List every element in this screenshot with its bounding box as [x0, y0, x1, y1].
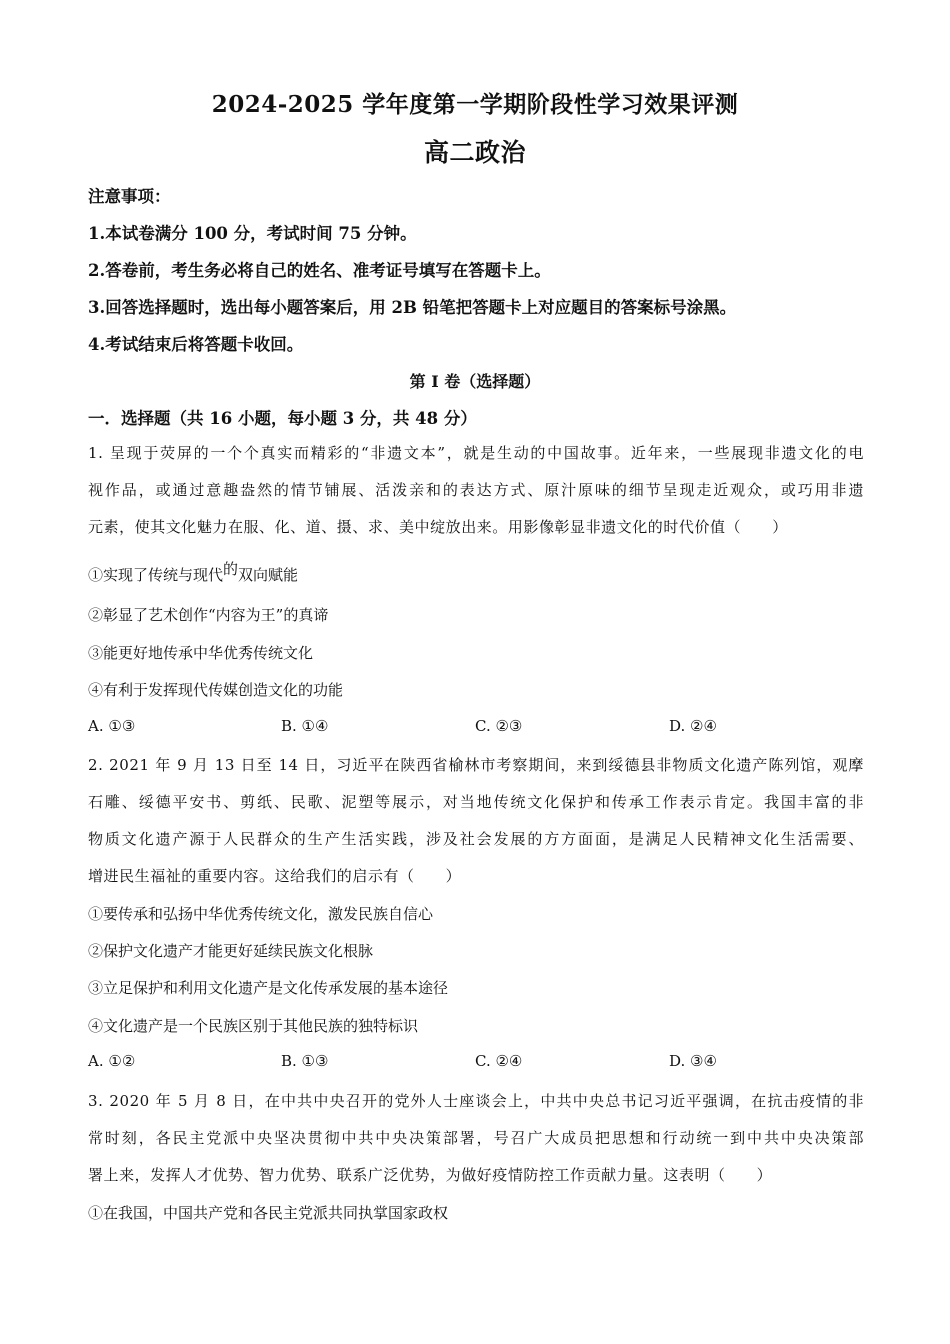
exam-title: 2024-2025 学年度第一学期阶段性学习效果评测: [211, 91, 739, 118]
question-2-line: 石雕、绥德平安书、剪纸、民歌、泥塑等展示，对当地传统文化保护和传承工作表示肯定。我国丰富的非: [88, 793, 864, 811]
question-3-line: 常时刻，各民主党派中央坚决贯彻中共中央决策部署，号召广大成员把思想和行动统一到中共中央决策部: [88, 1129, 864, 1147]
exam-subject: 高二政治: [423, 138, 526, 167]
question-2-answer-c: C. ②④: [475, 1052, 523, 1070]
notice-item: 1.本试卷满分 100 分，考试时间 75 分钟。: [88, 224, 417, 243]
question-2-answer-d: D. ③④: [669, 1052, 717, 1070]
notice-item: 2.答卷前，考生务必将自己的姓名、准考证号填写在答题卡上。: [88, 261, 551, 280]
question-2-line: 增进民生福祉的重要内容。这给我们的启示有（ ）: [88, 867, 462, 885]
question-1-option: ①实现了传统与现代的双向赋能: [88, 560, 299, 584]
notice-item: 4.考试结束后将答题卡收回。: [88, 335, 304, 354]
question-1-line: 元素，使其文化魅力在服、化、道、摄、求、美中绽放出来。用影像彰显非遗文化的时代价值（ ）: [88, 518, 788, 536]
notice-item: 3.回答选择题时，选出每小题答案后，用 2B 铅笔把答题卡上对应题目的答案标号涂黑。: [88, 298, 737, 317]
question-2-option: ②保护文化遗产才能更好延续民族文化根脉: [88, 942, 374, 960]
question-2-option: ③立足保护和利用文化遗产是文化传承发展的基本途径: [88, 979, 449, 997]
question-2-line: 物质文化遗产源于人民群众的生产生活实践，涉及社会发展的方方面面，是满足人民精神文化生活需要、: [88, 830, 864, 848]
question-2-line: 2. 2021 年 9 月 13 日至 14 日，习近平在陕西省榆林市考察期间，来到绥德县非物质文化遗产陈列馆，观摩: [88, 756, 864, 774]
question-2-answer-a: A. ①②: [88, 1052, 136, 1070]
question-1-answer-c: C. ②③: [475, 717, 523, 735]
question-1-option: ③能更好地传承中华优秀传统文化: [88, 644, 314, 662]
notice-heading: 注意事项：: [88, 187, 171, 206]
question-2-option: ④文化遗产是一个民族区别于其他民族的独特标识: [88, 1017, 419, 1035]
question-1-answer-b: B. ①④: [281, 717, 329, 735]
question-3-option: ①在我国，中国共产党和各民主党派共同执掌国家政权: [88, 1204, 449, 1222]
question-3-line: 3. 2020 年 5 月 8 日，在中共中央召开的党外人士座谈会上，中共中央总书记习近平强调，在抗击疫情的非: [88, 1092, 864, 1110]
question-3-line: 署上来，发挥人才优势、智力优势、联系广泛优势，为做好疫情防控工作贡献力量。这表明（ ）: [88, 1166, 773, 1184]
question-1-line: 视作品，或通过意趣盎然的情节铺展、活泼亲和的表达方式、原汁原味的细节呈现走近观众，或巧用非遗: [88, 481, 864, 499]
part-heading: 一．选择题（共 16 小题，每小题 3 分，共 48 分）: [88, 409, 477, 428]
question-1-option: ④有利于发挥现代传媒创造文化的功能: [88, 681, 344, 699]
question-1-answer-a: A. ①③: [88, 717, 136, 735]
question-2-answer-b: B. ①③: [281, 1052, 329, 1070]
question-1-line: 1. 呈现于荧屏的一个个真实而精彩的“非遗文本”，就是生动的中国故事。近年来，一些展现非遗文化的电: [88, 444, 864, 462]
question-1-answer-d: D. ②④: [669, 717, 717, 735]
question-2-option: ①要传承和弘扬中华优秀传统文化，激发民族自信心: [88, 905, 434, 923]
volume-heading: 第 I 卷（选择题）: [409, 372, 541, 391]
question-1-option: ②彰显了艺术创作“内容为王”的真谛: [88, 606, 329, 624]
